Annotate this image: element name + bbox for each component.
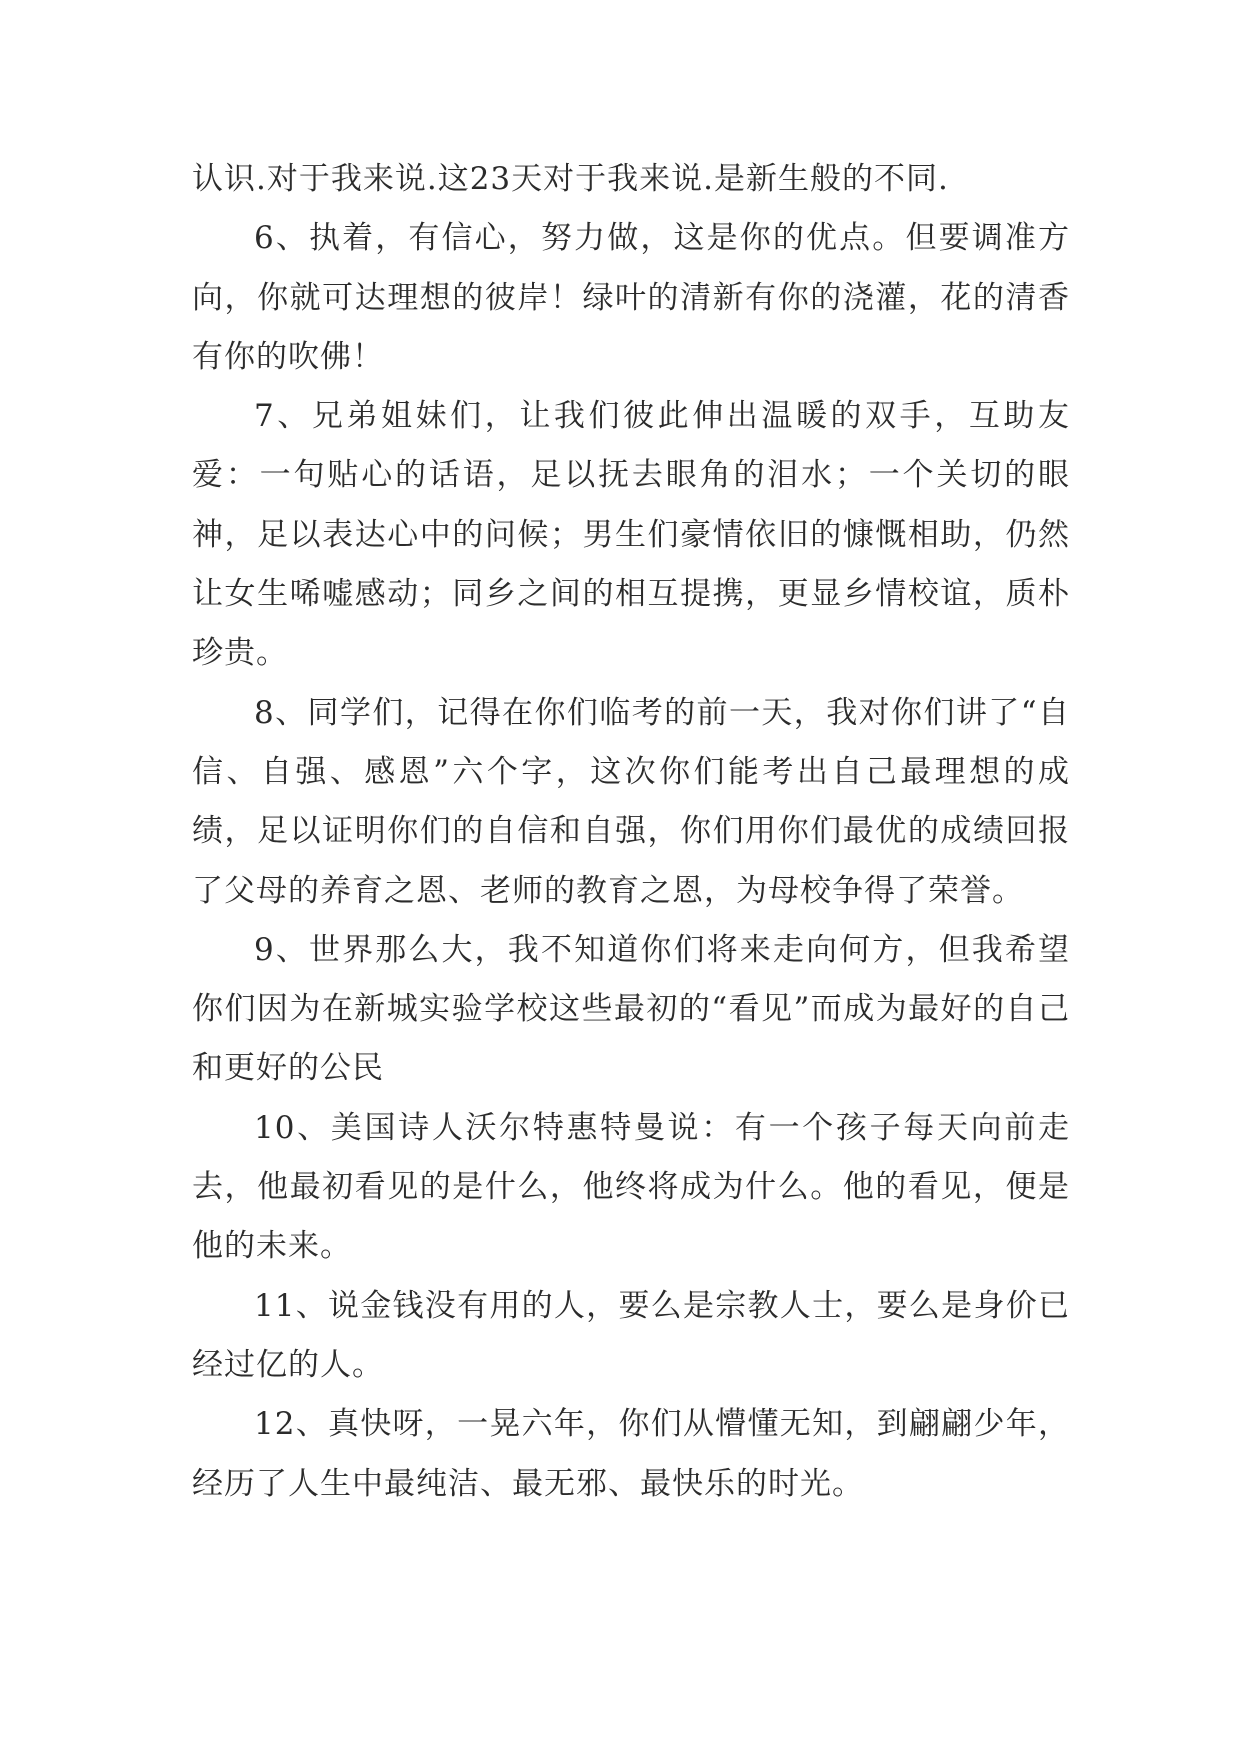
- paragraph-item-9: 9、世界那么大，我不知道你们将来走向何方，但我希望你们因为在新城实验学校这些最初的“看见”而成为最好的自己和更好的公民: [192, 931, 1070, 1087]
- paragraph-item-10: 10、美国诗人沃尔特惠特曼说：有一个孩子每天向前走去，他最初看见的是什么，他终将成为什么。他的看见，便是他的未来。: [192, 1109, 1070, 1265]
- paragraph-item-7: 7、兄弟姐妹们，让我们彼此伸出温暖的双手，互助友爱：一句贴心的话语，足以抚去眼角的泪水；一个关切的眼神，足以表达心中的问候；男生们豪情依旧的慷慨相助，仍然让女生唏嘘感动；同乡之间的相互提携，更显乡情校谊，质朴珍贵。: [192, 398, 1070, 672]
- paragraph-item-11: 11、说金钱没有用的人，要么是宗教人士，要么是身价已经过亿的人。: [192, 1287, 1070, 1383]
- paragraph-continuation: 认识.对于我来说.这23天对于我来说.是新生般的不同.: [192, 161, 949, 197]
- paragraph-item-6: 6、执着，有信心，努力做，这是你的优点。但要调准方向，你就可达理想的彼岸！绿叶的清新有你的浇灌，花的清香有你的吹佛！: [192, 220, 1070, 375]
- paragraph-item-8: 8、同学们，记得在你们临考的前一天，我对你们讲了“自信、自强、感恩”六个字，这次你们能考出自己最理想的成绩，足以证明你们的自信和自强，你们用你们最优的成绩回报了父母的养育之恩、老师的教育之恩，为母校争得了荣誉。: [192, 694, 1070, 909]
- paragraph-item-12: 12、真快呀，一晃六年，你们从懵懂无知，到翩翩少年，经历了人生中最纯洁、最无邪、最快乐的时光。: [192, 1406, 1070, 1502]
- document-body: [192, 150, 1070, 1514]
